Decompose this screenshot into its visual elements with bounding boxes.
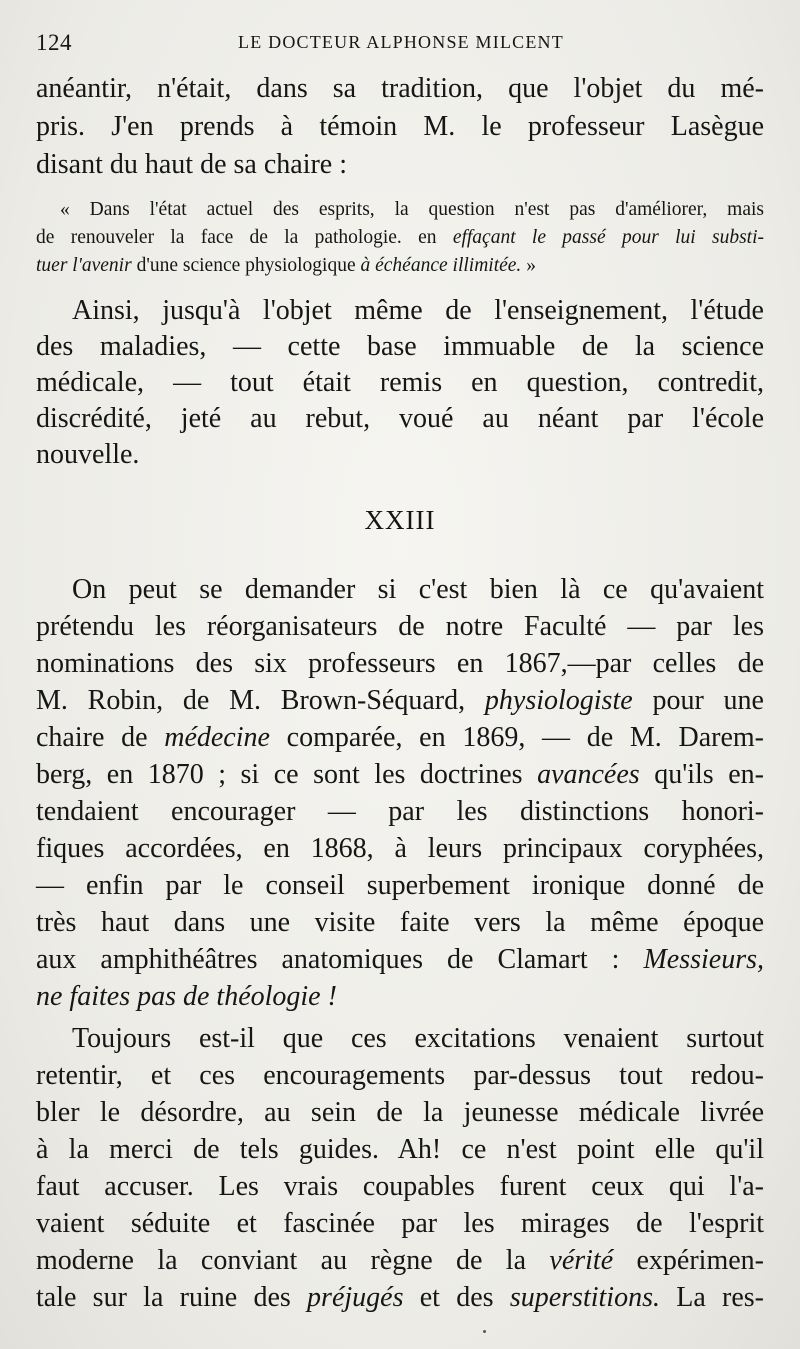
text-span: expérimen- (613, 1245, 764, 1276)
italic-text: avancées (537, 759, 640, 790)
italic-text: préjugés (307, 1282, 404, 1313)
quote-line: « Dans l'état actuel des esprits, la question n'est pas d'améliorer, mais (60, 199, 764, 220)
text-line: retentir, et ces encouragements par-dessus tout redou- (36, 1060, 764, 1091)
print-speck (483, 1330, 486, 1333)
text-line: disant du haut de sa chaire : (36, 149, 348, 180)
italic-text: Messieurs, (643, 944, 764, 975)
text-span: M. Robin, de M. Brown-Séquard, (36, 685, 485, 716)
text-span: chaire de (36, 722, 165, 753)
text-line (36, 1244, 764, 1278)
text-line (36, 684, 764, 718)
text-line: nouvelle. (36, 439, 140, 470)
text-line: Toujours est-il que ces excitations venaient surtout (72, 1023, 764, 1054)
text-line: médicale, — tout était remis en question, contredit, (36, 367, 764, 398)
italic-text: vérité (549, 1245, 614, 1276)
quote-text: » (521, 255, 536, 276)
text-line: On peut se demander si c'est bien là ce qu'avaient (72, 574, 764, 605)
text-line: anéantir, n'était, dans sa tradition, que l'objet du mé- (36, 73, 764, 104)
text-span: tale sur la ruine des (36, 1282, 308, 1313)
quote-italic-text: à échéance illimitée. (360, 255, 522, 276)
text-line: à la merci de tels guides. Ah! ce n'est point elle qu'il (36, 1134, 764, 1165)
text-span: berg, en 1870 ; si ce sont les doctrines (36, 759, 538, 790)
running-title: LE DOCTEUR ALPHONSE MILCENT (238, 32, 564, 52)
quote-line (36, 254, 764, 278)
quote-text: d'une science physiologique (131, 255, 361, 276)
text-line (36, 721, 764, 755)
text-line: pris. J'en prends à témoin M. le professeur Lasègue (36, 111, 764, 142)
text-span: aux amphithéâtres anatomiques de Clamart : (36, 944, 644, 975)
text-line: tendaient encourager — par les distinctions honori- (36, 796, 764, 827)
italic-text: superstitions. (509, 1282, 660, 1313)
text-span: moderne la conviant au règne de la (36, 1245, 550, 1276)
italic-text: ne faites pas de théologie ! (36, 981, 337, 1012)
quote-italic-text: tuer l'avenir (36, 255, 132, 276)
text-line: prétendu les réorganisateurs de notre Faculté — par les (36, 611, 764, 642)
text-span: et des (403, 1282, 510, 1313)
text-line: vaient séduite et fascinée par les mirages de l'esprit (36, 1208, 764, 1239)
text-span: comparée, en 1869, — de M. Darem- (269, 722, 764, 753)
text-line: faut accuser. Les vrais coupables furent ceux qui l'a- (36, 1171, 764, 1202)
quote-line (36, 226, 764, 250)
text-span: La res- (659, 1282, 765, 1313)
text-span: pour une (632, 685, 764, 716)
text-line: très haut dans une visite faite vers la même époque (36, 907, 764, 938)
text-line (36, 943, 764, 977)
text-line (36, 1281, 764, 1315)
text-line: bler le désordre, au sein de la jeunesse médicale livrée (36, 1097, 764, 1128)
quote-italic-text: effaçant le passé pour lui substi- (452, 227, 764, 248)
text-line: des maladies, — cette base immuable de la science (36, 331, 764, 362)
text-line: fiques accordées, en 1868, à leurs principaux coryphées, (36, 833, 764, 864)
italic-text: médecine (164, 722, 270, 753)
text-line (36, 980, 764, 1014)
text-line: — enfin par le conseil superbement ironique donné de (36, 870, 764, 901)
text-line: discrédité, jeté au rebut, voué au néant par l'école (36, 403, 764, 434)
text-span: qu'ils en- (639, 759, 764, 790)
text-line: Ainsi, jusqu'à l'objet même de l'enseignement, l'étude (72, 295, 764, 326)
section-heading: XXIII (364, 505, 436, 535)
page-header (36, 30, 766, 60)
text-line: nominations des six professeurs en 1867,—par celles de (36, 648, 764, 679)
text-line (36, 758, 764, 792)
italic-text: physiologiste (484, 685, 633, 716)
quote-text: de renouveler la face de la pathologie. en (36, 227, 453, 248)
page-number: 124 (36, 30, 72, 55)
